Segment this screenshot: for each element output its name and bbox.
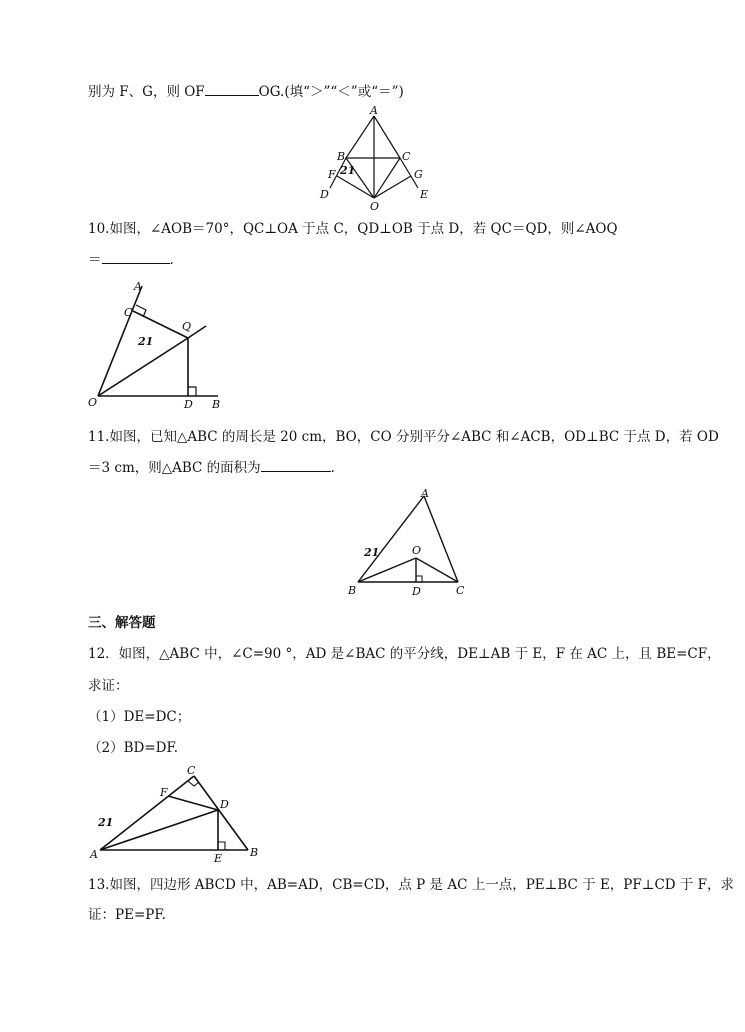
q11-suffix: . <box>330 460 335 476</box>
q10-prefix: ＝ <box>88 252 102 268</box>
q10-line1: 10.如图，∠AOB＝70°，QC⊥OA 于点 C，QD⊥OB 于点 D，若 QC＝QD，则∠AOQ <box>88 221 618 237</box>
fig10-label-C: C <box>124 306 133 319</box>
q11-answer-blank[interactable] <box>261 458 331 472</box>
watermark: 21 <box>364 546 380 559</box>
fig11-label-D: D <box>412 585 421 598</box>
fig12-label-E: E <box>214 852 223 864</box>
fig9-label-B: B <box>337 150 346 163</box>
q12-line2: 求证： <box>88 678 129 694</box>
fig9-label-C: C <box>402 150 411 163</box>
fig9-label-F: F <box>328 168 336 181</box>
fig9-label-G: G <box>414 168 423 181</box>
q12-part2: （2）BD=DF. <box>88 740 179 756</box>
fig12-label-F: F <box>160 786 168 799</box>
fig12-label-B: B <box>250 846 259 859</box>
fig12-label-C: C <box>187 764 196 777</box>
fig11-label-C: C <box>456 584 465 597</box>
q13-line2: 证：PE=PF. <box>88 907 166 923</box>
fig10-label-B: B <box>212 398 221 410</box>
figure-q9 <box>310 104 440 210</box>
watermark: 21 <box>98 816 114 829</box>
fig11-label-A: A <box>421 487 429 500</box>
fig10-label-Q: Q <box>182 320 192 333</box>
fig11-label-O: O <box>412 544 422 557</box>
q12-line1: 12．如图，△ABC 中，∠C=90 °，AD 是∠BAC 的平分线，DE⊥AB 于 E，F 在 AC 上，且 BE=CF， <box>88 646 721 662</box>
figure-q11 <box>344 486 474 598</box>
watermark: 21 <box>138 335 154 348</box>
fig12-label-D: D <box>220 798 229 811</box>
fig12-label-A: A <box>90 848 98 861</box>
fig9-label-E: E <box>420 188 429 201</box>
q10-suffix: . <box>169 252 174 268</box>
q10-answer-blank[interactable] <box>102 250 170 264</box>
figure-q12 <box>88 764 268 864</box>
fig9-label-A: A <box>370 104 378 117</box>
section-title: 三、解答题 <box>88 615 156 631</box>
fig11-label-B: B <box>348 584 357 597</box>
fig9-label-O: O <box>370 200 380 210</box>
q9-answer-blank[interactable] <box>205 82 259 96</box>
fig10-label-A: A <box>134 280 142 293</box>
watermark: 21 <box>340 164 356 177</box>
q11-line2 <box>88 458 335 477</box>
q13-line1: 13.如图，四边形 ABCD 中，AB=AD，CB=CD，点 P 是 AC 上一点，PE⊥BC 于 E，PF⊥CD 于 F，求 <box>88 877 735 893</box>
figure-q10 <box>88 280 248 410</box>
fig9-label-D: D <box>320 188 329 201</box>
fig10-label-O: O <box>88 396 98 409</box>
q9-text-before: 别为 F、G，则 OF <box>88 84 205 100</box>
fig10-label-D: D <box>184 398 193 410</box>
q9-line <box>88 82 404 101</box>
q10-line2 <box>88 250 174 269</box>
q11-prefix: ＝3 cm，则△ABC 的面积为 <box>88 460 261 476</box>
q9-text-after: OG.(填“＞”“＜”或“＝”) <box>258 84 404 100</box>
q11-line1: 11.如图，已知△ABC 的周长是 20 cm，BO，CO 分别平分∠ABC 和∠ACB，OD⊥BC 于点 D，若 OD <box>88 429 719 445</box>
q12-part1: （1）DE=DC； <box>88 709 191 725</box>
